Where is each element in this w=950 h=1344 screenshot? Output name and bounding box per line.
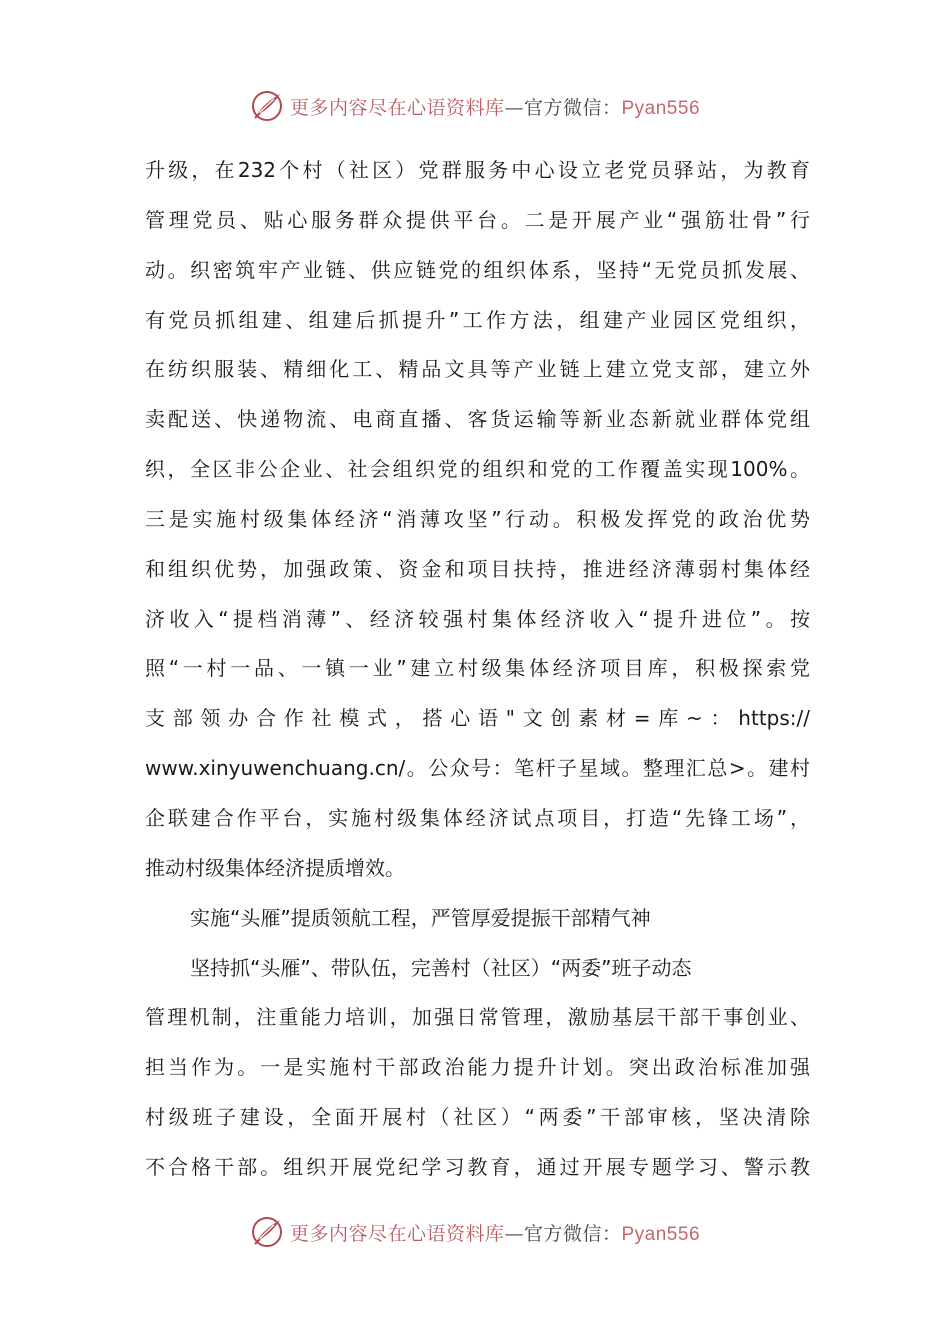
header-banner xyxy=(0,84,950,128)
body-line: 推动村级集体经济提质增效。 xyxy=(145,855,405,880)
body-line: 济收入“提档消薄”、经济较强村集体经济收入“提升进位”。按 xyxy=(145,606,810,631)
document-body xyxy=(145,146,810,1193)
body-line: 管理党员、贴心服务群众提供平台。二是开展产业“强筋壮骨”行 xyxy=(145,207,810,232)
footer-banner-text xyxy=(290,1219,700,1246)
footer-separator: — xyxy=(504,1222,524,1245)
body-line: 不合格干部。组织开展党纪学习教育，通过开展专题学习、警示教 xyxy=(145,1154,810,1179)
body-line: 坚持抓“头雁”、带队伍，完善村（社区）“两委”班子动态 xyxy=(190,955,692,980)
body-line: 三是实施村级集体经济“消薄攻坚”行动。积极发挥党的政治优势 xyxy=(145,506,810,531)
body-line: 卖配送、快递物流、电商直播、客货运输等新业态新就业群体党组 xyxy=(145,407,810,432)
body-line: 企联建合作平台，实施村级集体经济试点项目，打造“先锋工场”， xyxy=(145,805,810,830)
body-line: 支部领办合作社模式，搭心语"文创素材=库~：https:// xyxy=(145,706,810,731)
footer-wechat-label: 官方微信： xyxy=(523,1222,622,1245)
body-line: 村级班子建设，全面开展村（社区）“两委”干部审核，坚决清除 xyxy=(145,1105,810,1130)
body-line: 照“一村一品、一镇一业”建立村级集体经济项目库，积极探索党 xyxy=(145,656,810,681)
footer-brand: 更多内容尽在心语资料库 xyxy=(289,1222,505,1245)
header-banner-text xyxy=(290,93,700,120)
footer-wechat-id: Pyan556 xyxy=(621,1223,701,1245)
body-line: www.xinyuwenchuang.cn/。公众号：笔杆子星域。整理汇总>。建村 xyxy=(145,756,810,781)
body-line: 在纺织服装、精细化工、精品文具等产业链上建立党支部，建立外 xyxy=(145,357,810,382)
body-line: 升级，在232个村（社区）党群服务中心设立老党员驿站，为教育 xyxy=(145,158,810,182)
header-brand: 更多内容尽在心语资料库 xyxy=(289,96,505,119)
body-line: 担当作为。一是实施村干部政治能力提升计划。突出政治标准加强 xyxy=(145,1055,810,1080)
footer-banner xyxy=(0,1210,950,1254)
body-line: 动。织密筑牢产业链、供应链党的组织体系，坚持“无党员抓发展、 xyxy=(145,257,810,282)
feather-pen-logo-icon xyxy=(250,89,284,123)
feather-pen-logo-icon xyxy=(250,1215,284,1249)
body-line: 和组织优势，加强政策、资金和项目扶持，推进经济薄弱村集体经 xyxy=(145,556,810,581)
body-line: 织，全区非公企业、社会组织党的组织和党的工作覆盖实现100%。 xyxy=(145,457,810,482)
body-line: 有党员抓组建、组建后抓提升”工作方法，组建产业园区党组织， xyxy=(145,307,810,332)
header-wechat-id: Pyan556 xyxy=(621,97,701,119)
header-wechat-label: 官方微信： xyxy=(523,96,622,119)
body-line: 管理机制，注重能力培训，加强日常管理，激励基层干部干事创业、 xyxy=(145,1005,810,1030)
header-separator: — xyxy=(504,96,524,119)
section-heading: 实施“头雁”提质领航工程，严管厚爱提振干部精气神 xyxy=(190,905,651,930)
